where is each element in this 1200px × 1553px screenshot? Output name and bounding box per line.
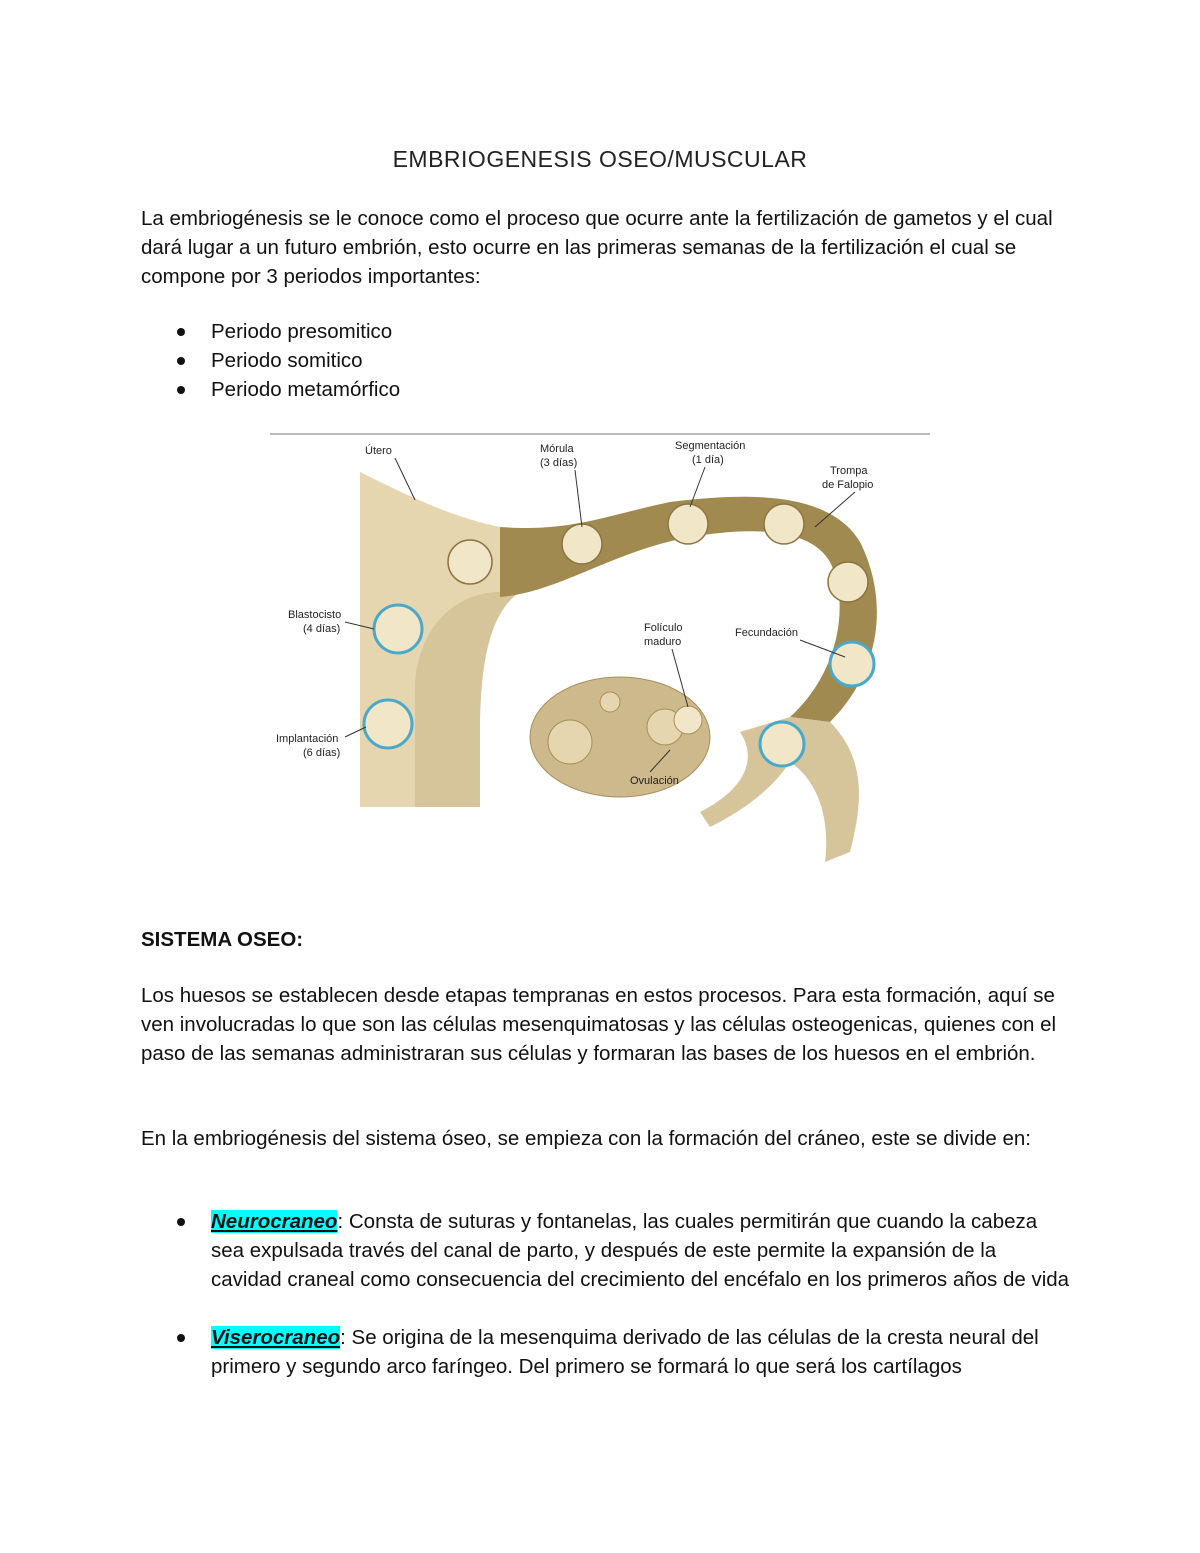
cell-ovulated-oocyte (760, 722, 804, 766)
label-implantacion: Implantación (276, 733, 339, 745)
label-foliculo: Folículo (644, 622, 683, 634)
section-heading: SISTEMA OSEO: (141, 928, 304, 951)
bone-paragraph-2: En la embriogénesis del sistema óseo, se empieza con la formación del cráneo, este se divide en: (141, 1127, 1031, 1150)
embryogenesis-figure (270, 432, 930, 867)
label-ovulacion: Ovulación (630, 775, 679, 787)
label-segmentacion-days: (1 día) (692, 454, 724, 466)
bone-paragraph-1: Los huesos se establecen desde etapas tempranas en estos procesos. Para esta formación, aquí se ven involucradas lo que son las células mesenquimatosas y las células osteogenicas, quienes con el paso de las semanas administraran sus células y formaran las bases de los huesos en el embrión. (141, 984, 1057, 1065)
bullet-icon (177, 1218, 185, 1226)
label-morula-days: (3 días) (540, 457, 578, 469)
cell-early-blastocyst (448, 540, 492, 584)
intro-paragraph: La embriogénesis se le conoce como el proceso que ocurre ante la fertilización de gametos y el cual dará lugar a un futuro embrión, esto ocurre en las primeras semanas de la fertilización el cual se compone por 3 periodos importantes: (141, 207, 1053, 288)
bullet-icon (177, 1334, 185, 1342)
label-utero: Útero (365, 445, 392, 457)
periods-list (141, 317, 1071, 404)
label-trompa: Trompa (830, 465, 868, 477)
label-segmentacion: Segmentación (675, 440, 746, 452)
label-blastocisto-days: (4 días) (303, 623, 341, 635)
bullet-icon (177, 328, 185, 336)
list-item: Viserocraneo: Se origina de la mesenquima derivado de las células de la cresta neural del primero y segundo arco faríngeo. Del primero se formará lo que será los cartílagos (141, 1323, 1071, 1381)
list-item: Periodo presomitico (141, 317, 1071, 346)
term-viserocraneo: Viserocraneo (211, 1326, 341, 1349)
skull-parts-list (141, 1207, 1071, 1381)
cell-blastocyst (374, 605, 422, 653)
label-foliculo-2: maduro (644, 636, 682, 648)
label-trompa-2: de Falopio (822, 479, 874, 491)
cell-implantation (364, 700, 412, 748)
mature-follicle (674, 706, 702, 734)
list-item: Periodo somitico (141, 346, 1071, 375)
cell-fertilization (830, 642, 874, 686)
label-morula: Mórula (540, 443, 574, 455)
cell-two-cell (764, 504, 804, 544)
label-implantacion-days: (6 días) (303, 747, 341, 759)
list-item: Neurocraneo: Consta de suturas y fontanelas, las cuales permitirán que cuando la cabeza sea expulsada través del canal de parto, y después de este permite la expansión de la cavidad craneal como consecuencia del crecimiento del encéfalo en los primeros años de vida (141, 1207, 1071, 1294)
cell-morula (562, 524, 602, 564)
cell-zygote (828, 562, 868, 602)
label-fecundacion: Fecundación (735, 627, 798, 639)
cell-segmentation (668, 504, 708, 544)
list-item: Periodo metamórfico (141, 375, 1071, 404)
bullet-icon (177, 357, 185, 365)
document-title: EMBRIOGENESIS OSEO/MUSCULAR (392, 146, 808, 172)
term-neurocraneo: Neurocraneo (211, 1210, 338, 1233)
bullet-icon (177, 386, 185, 394)
reproductive-tract-illustration (270, 432, 930, 867)
label-blastocisto: Blastocisto (288, 609, 342, 621)
